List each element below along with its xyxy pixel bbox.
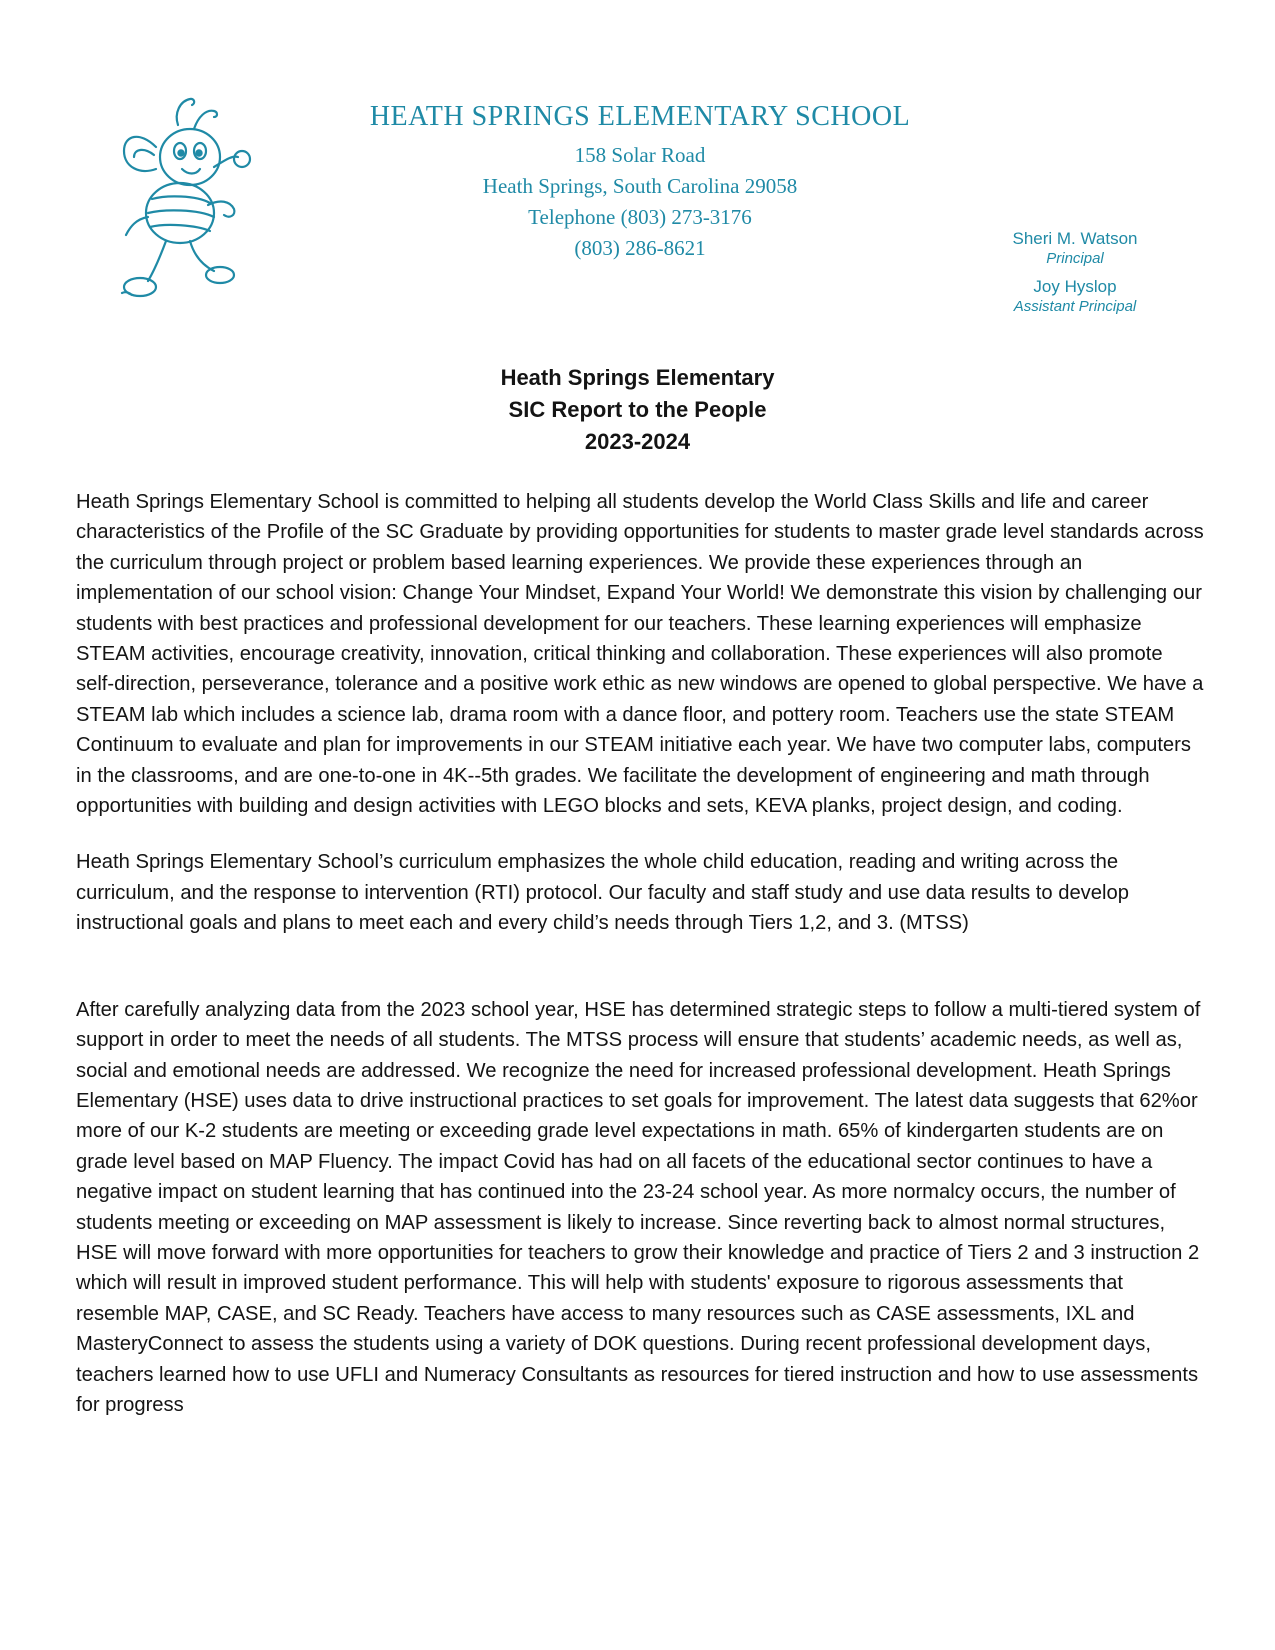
report-title-line1: Heath Springs Elementary	[500, 365, 775, 390]
principal-title: Principal	[1046, 250, 1104, 267]
bee-mascot-icon	[110, 95, 255, 310]
report-title	[0, 362, 1275, 458]
report-body	[76, 487, 1206, 1420]
school-info	[300, 100, 980, 264]
assistant-principal-title: Assistant Principal	[1013, 298, 1137, 315]
school-name: HEATH SPRINGS ELEMENTARY SCHOOL	[369, 101, 911, 132]
address-city-state: Heath Springs, South Carolina 29058	[482, 174, 798, 198]
staff-list	[985, 228, 1165, 324]
address-street: 158 Solar Road	[574, 143, 706, 167]
body-paragraph: Heath Springs Elementary School is committed to helping all students develop the World Class Skills and life and career characteristics of the Profile of the SC Graduate by providing opportunities for students to master grade level standards across the curriculum through project or problem based learning experiences. We provide these experiences through an implementation of our school vision: Change Your Mindset, Expand Your World! We demonstrate this vision by challenging our students with best practices and professional development for our teachers. These learning experiences will emphasize STEAM activities, encourage creativity, innovation, critical thinking and collaboration. These experiences will also promote self-direction, perseverance, tolerance and a positive work ethic as new windows are opened to global perspective. We have a STEAM lab which includes a science lab, drama room with a dance floor, and pottery room. Teachers use the state STEAM Continuum to evaluate and plan for improvements in our STEAM initiative each year. We have two computer labs, computers in the classrooms, and are one-to-one in 4K--5th grades. We facilitate the development of engineering and math through opportunities with building and design activities with LEGO blocks and sets, KEVA planks, project design, and coding.	[76, 491, 1204, 818]
letterhead	[0, 0, 1275, 330]
report-title-line2: SIC Report to the People	[508, 397, 767, 422]
report-title-line3: 2023-2024	[584, 429, 691, 454]
telephone: Telephone (803) 273-3176	[528, 205, 752, 229]
body-paragraph: After carefully analyzing data from the 2023 school year, HSE has determined strategic steps to follow a multi-tiered system of support in order to meet the needs of all students. The MTSS process will ensure that students’ academic needs, as well as, social and emotional needs are addressed. We recognize the need for increased professional development. Heath Springs Elementary (HSE) uses data to drive instructional practices to set goals for improvement. The latest data suggests that 62%or more of our K-2 students are meeting or exceeding grade level expectations in math. 65% of kindergarten students are on grade level based on MAP Fluency. The impact Covid has had on all facets of the educational sector continues to have a negative impact on student learning that has continued into the 23-24 school year. As more normalcy occurs, the number of students meeting or exceeding on MAP assessment is likely to increase. Since reverting back to almost normal structures, HSE will move forward with more opportunities for teachers to grow their knowledge and practice of Tiers 2 and 3 instruction 2 which will result in improved student performance. This will help with students' exposure to rigorous assessments that resemble MAP, CASE, and SC Ready. Teachers have access to many resources such as CASE assessments, IXL and MasteryConnect to assess the students using a variety of DOK questions. During recent professional development days, teachers learned how to use UFLI and Numeracy Consultants as resources for tiered instruction and how to use assessments for progress	[76, 998, 1201, 1416]
assistant-principal-name: Joy Hyslop	[1033, 277, 1117, 296]
fax: (803) 286-8621	[574, 236, 706, 260]
body-paragraph: Heath Springs Elementary School’s curriculum emphasizes the whole child education, reading and writing across the curriculum, and the response to intervention (RTI) protocol. Our faculty and staff study and use data results to develop instructional goals and plans to meet each and every child’s needs through Tiers 1,2, and 3. (MTSS)	[76, 851, 1129, 935]
principal-name: Sheri M. Watson	[1012, 229, 1138, 248]
